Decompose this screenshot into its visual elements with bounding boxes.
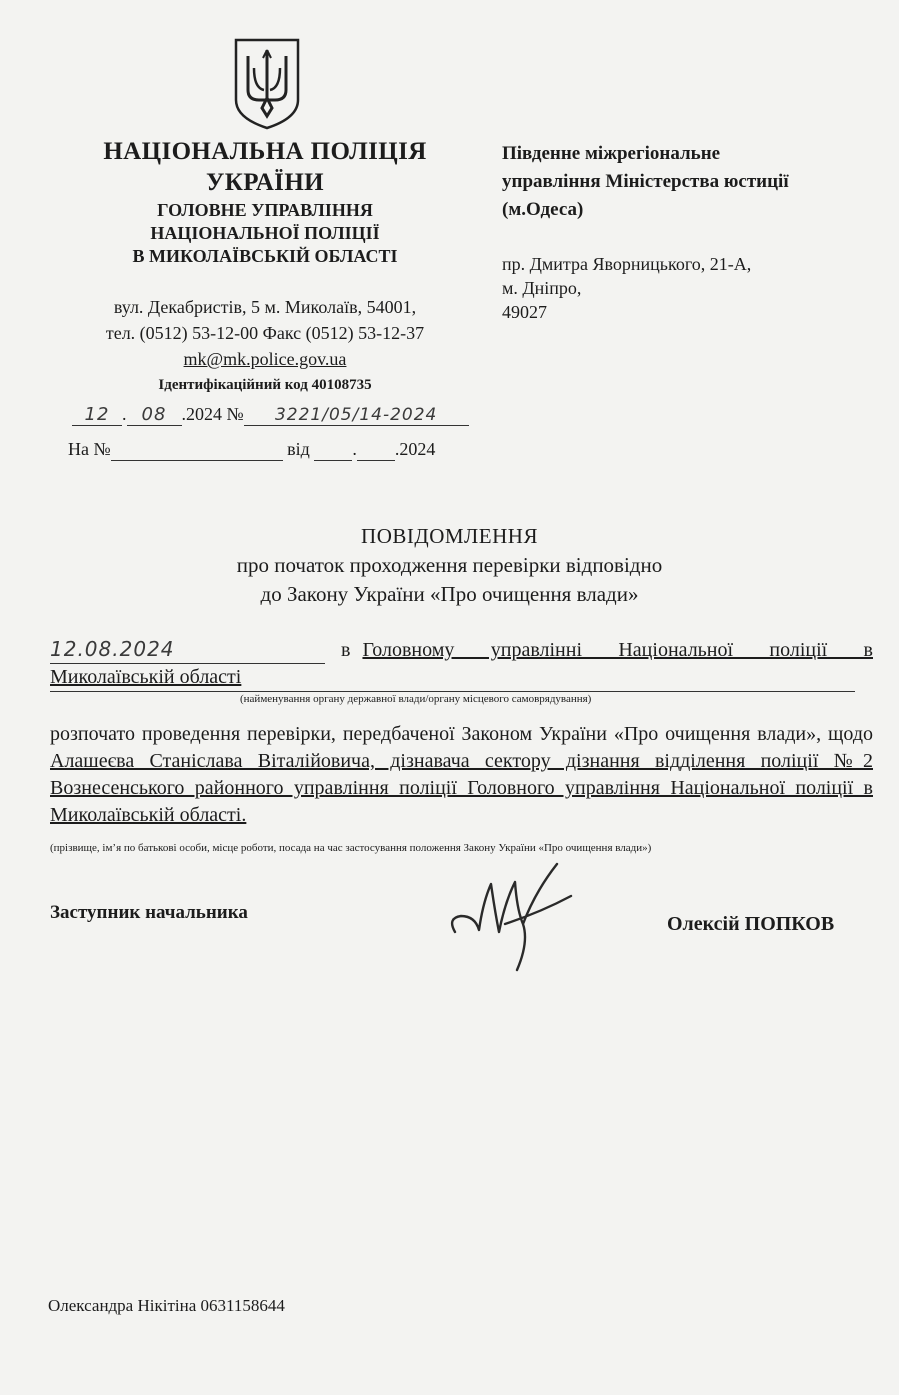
reg-year: .2024 № bbox=[181, 404, 244, 424]
signer-name: Олексій ПОПКОВ bbox=[667, 913, 835, 935]
signer-role: Заступник начальника bbox=[50, 902, 248, 923]
trident-emblem-icon bbox=[232, 38, 302, 130]
organization-name: НАЦІОНАЛЬНА ПОЛІЦІЯ УКРАЇНИ bbox=[103, 138, 427, 196]
ref-year: .2024 bbox=[394, 439, 436, 459]
authority-block bbox=[50, 636, 873, 706]
reference-number: На № від . .2024 bbox=[68, 439, 436, 459]
person-details: Алашеєва Станіслава Віталійовича, дізнавача сектору дізнання відділення поліції №2 Вознесенського районного управління поліції Головного управління Національної поліції в Миколаївській області. bbox=[50, 750, 873, 826]
organization-address bbox=[60, 294, 470, 398]
check-start-date: 12.08.2024 bbox=[50, 636, 325, 664]
phone-line: тел. (0512) 53-12-00 Факс (0512) 53-12-37 bbox=[105, 323, 425, 343]
ref-prefix: На № bbox=[68, 439, 111, 459]
reg-day: 12 bbox=[72, 404, 122, 426]
main-text bbox=[50, 721, 873, 829]
registration-number: 12 . 08 .2024 № 3221/05/14-2024 bbox=[72, 404, 469, 426]
document-title: ПОВІДОМЛЕННЯ про початок проходження перевірки відповідно до Закону України «Про очищення влади» bbox=[236, 524, 663, 606]
id-code: Ідентифікаційний код 40108735 bbox=[158, 377, 372, 393]
recipient-address: пр. Дмитра Яворницького, 21-А, м. Дніпро, 49027 bbox=[502, 254, 752, 322]
reg-month: 08 bbox=[127, 404, 182, 426]
authority-line2: Миколаївській області bbox=[50, 666, 242, 688]
reg-number: 3221/05/14-2024 bbox=[244, 405, 469, 426]
ref-from: від bbox=[287, 439, 310, 459]
person-caption: (прізвище, ім’я по батькові особи, місце роботи, посада на час застосування положення Закону України «Про очищення влади») bbox=[50, 842, 652, 854]
authority-line1: Головному управлінні Національної поліції в bbox=[362, 639, 873, 661]
authority-caption: (найменування органу державної влади/органу місцевого самоврядування) bbox=[240, 693, 592, 705]
email-link[interactable]: mk@mk.police.gov.ua bbox=[183, 349, 347, 369]
handwritten-signature bbox=[445, 852, 580, 972]
recipient-name: Південне міжрегіональне управління Міністерства юстиції (м.Одеса) bbox=[502, 143, 789, 220]
text-start: розпочато проведення перевірки, передбаченої Законом України «Про очищення влади», щодо bbox=[50, 723, 873, 745]
address-line: вул. Декабристів, 5 м. Миколаїв, 54001, bbox=[113, 297, 417, 317]
contact-footer: Олександра Нікітіна 0631158644 bbox=[48, 1296, 285, 1315]
in-prefix: в bbox=[341, 639, 351, 661]
organization-subdivision: ГОЛОВНЕ УПРАВЛІННЯ НАЦІОНАЛЬНОЇ ПОЛІЦІЇ В МИКОЛАЇВСЬКІЙ ОБЛАСТІ bbox=[132, 200, 398, 266]
